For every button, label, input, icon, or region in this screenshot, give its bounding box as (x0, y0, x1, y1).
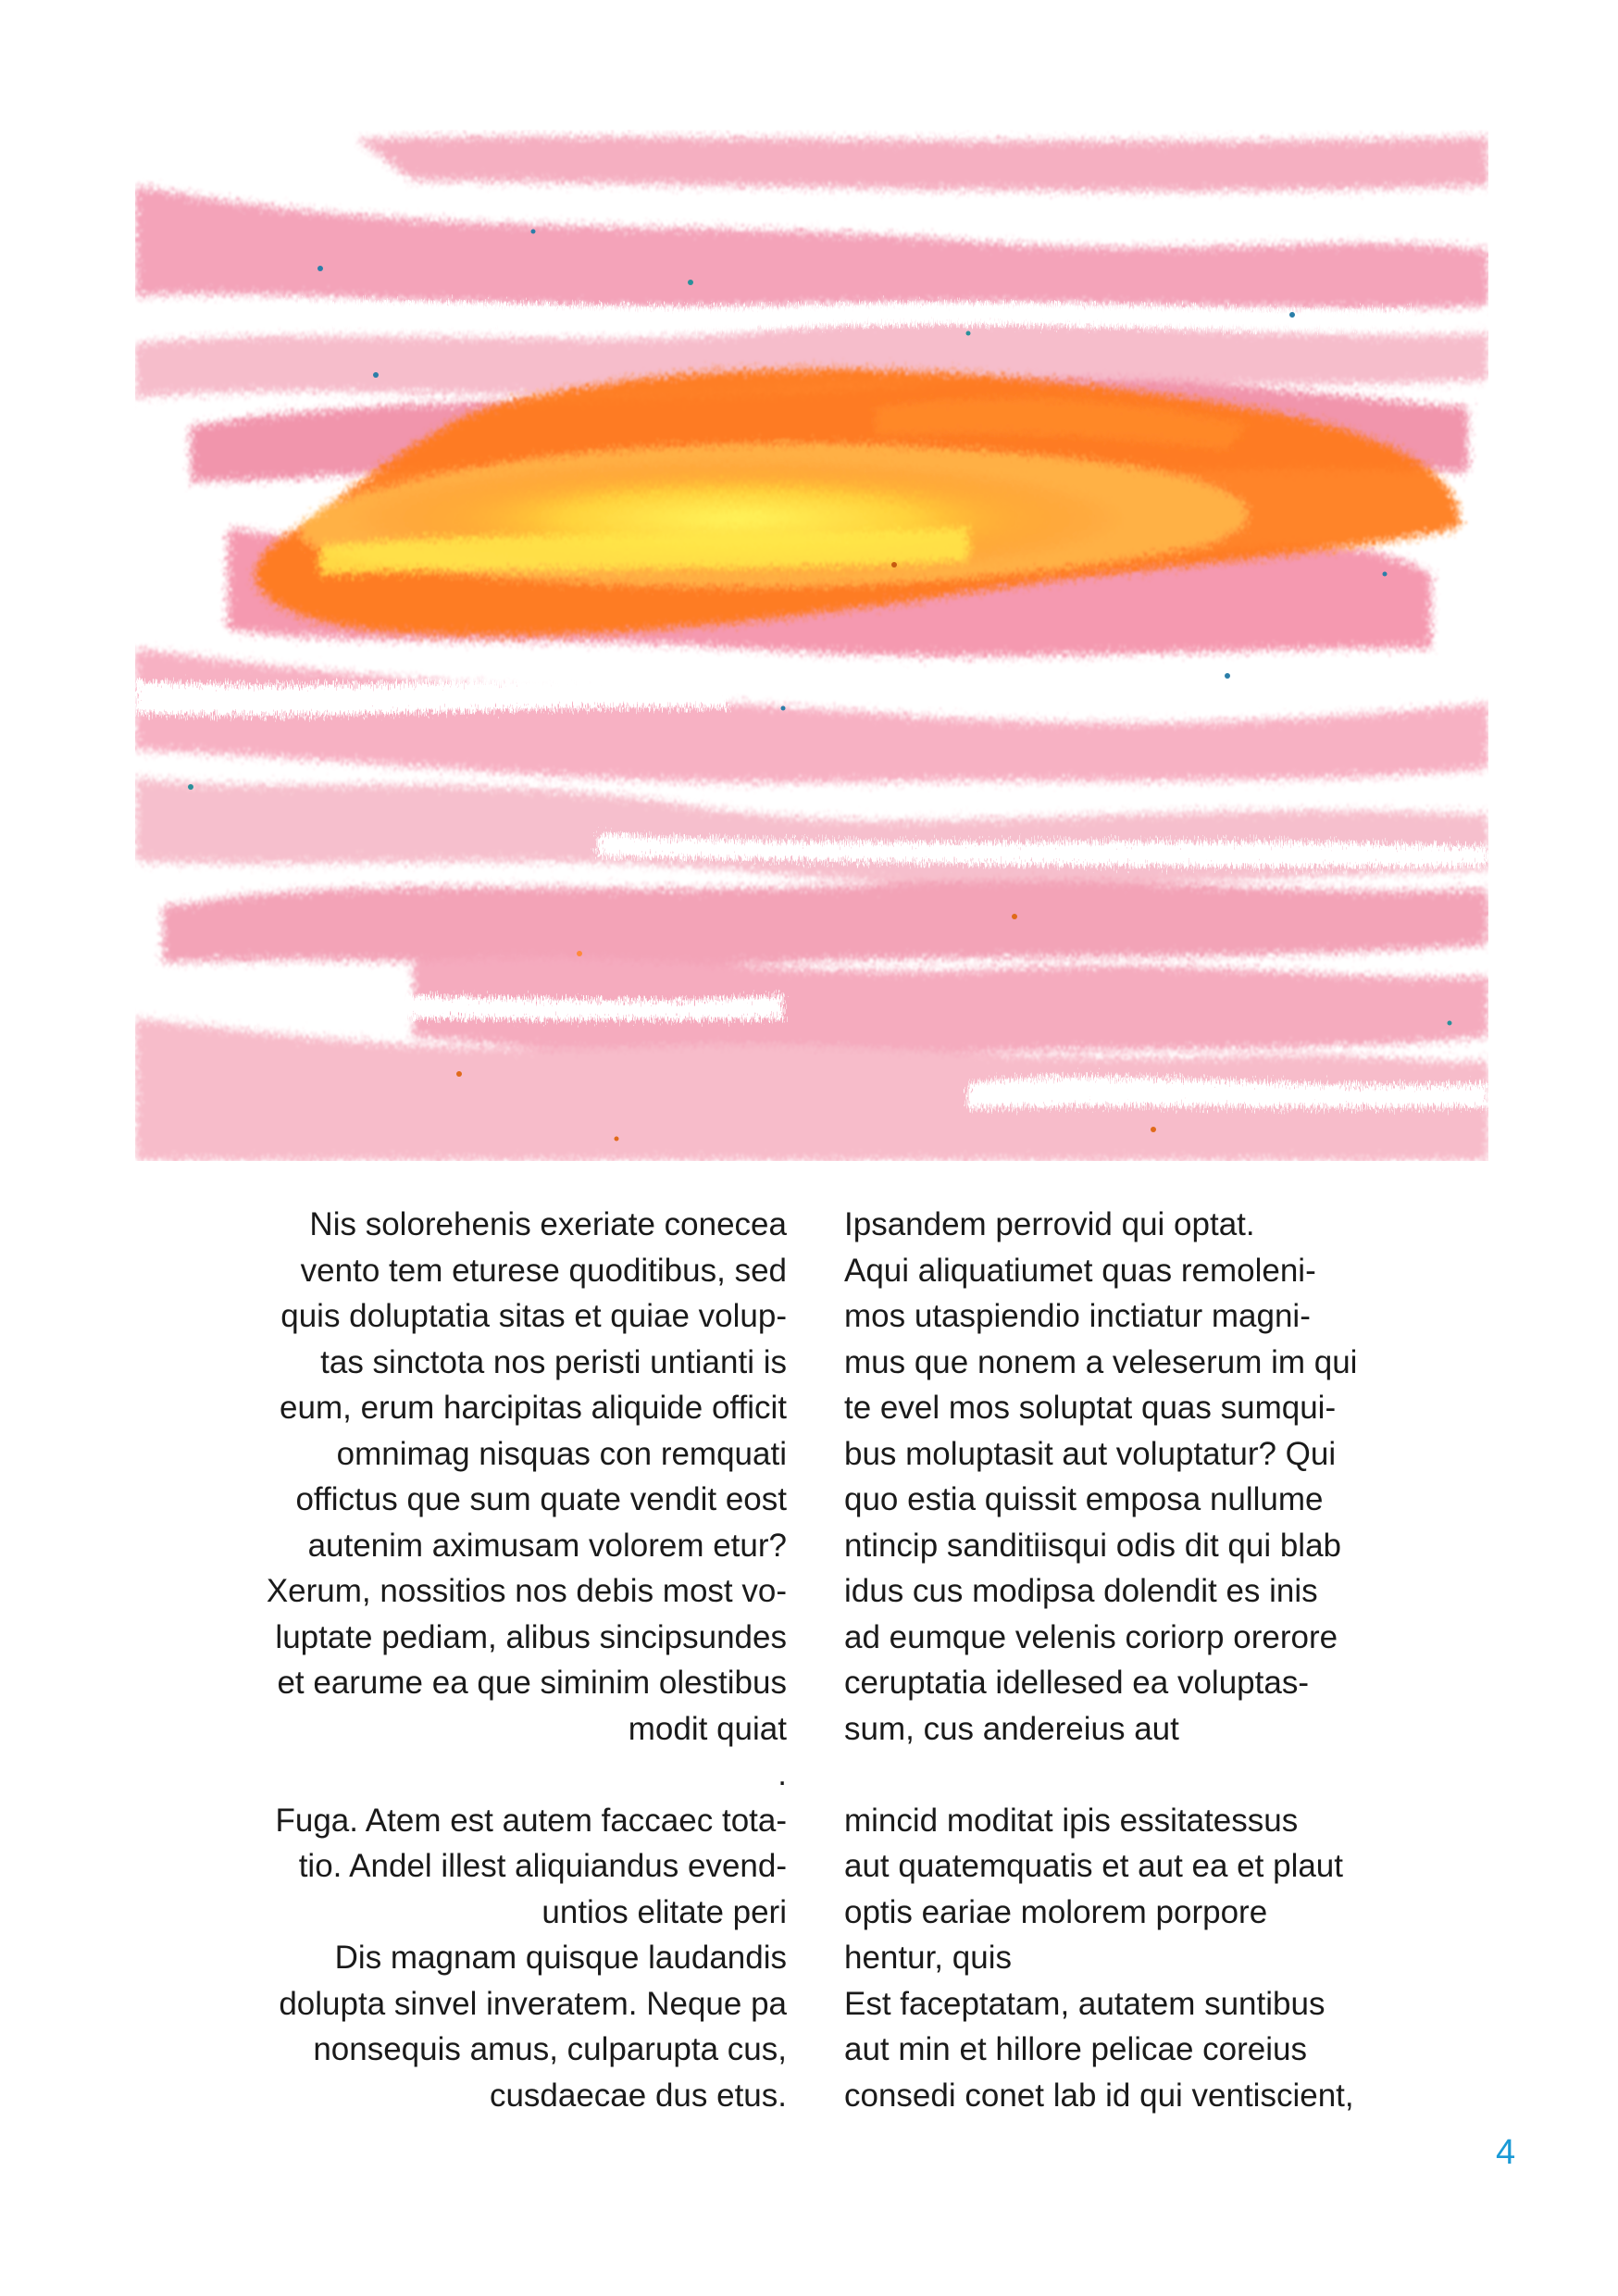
text-line: cusdaecae dus etus. (489, 2077, 787, 2114)
text-line: ad eumque velenis coriorp orerore (844, 1618, 1338, 1655)
text-line: idus cus modipsa dolendit es inis (844, 1573, 1318, 1609)
text-line: Nis solorehenis exeriate conecea (309, 1206, 787, 1242)
text-line: Ipsandem perrovid qui optat. (844, 1206, 1255, 1242)
text-line: Est faceptatam, autatem suntibus (844, 1985, 1326, 2022)
text-line: eum, erum harcipitas aliquide officit (280, 1390, 787, 1426)
text-line: untios elitate peri (541, 1893, 787, 1930)
text-line: tio. Andel illest aliquiandus evend- (298, 1848, 787, 1884)
text-line: . (778, 1756, 787, 1792)
text-line: aut min et hillore pelicae coreius (844, 2031, 1307, 2067)
text-column-right (844, 1202, 1437, 2118)
text-line: Dis magnam quisque laudandis (334, 1940, 787, 1976)
text-line: quo estia quissit emposa nullume (844, 1481, 1324, 1517)
text-line: aut quatemquatis et aut ea et plaut (844, 1848, 1343, 1884)
text-line: et earume ea que siminim olestibus (277, 1665, 787, 1701)
text-line: Fuga. Atem est autem faccaec tota- (275, 1802, 787, 1839)
text-line: ntincip sanditiisqui odis dit qui blab (844, 1527, 1341, 1564)
text-column-left (194, 1202, 787, 2118)
text-line: autenim aximusam volorem etur? (307, 1527, 787, 1564)
text-line: te evel mos soluptat quas sumqui- (844, 1390, 1337, 1426)
text-line: hentur, quis (844, 1940, 1012, 1976)
text-line: tas sinctota nos peristi untianti is (320, 1343, 787, 1380)
text-line: bus moluptasit aut voluptatur? Qui (844, 1435, 1337, 1472)
text-line: quis doluptatia sitas et quiae volup- (280, 1298, 787, 1334)
text-line: consedi conet lab id qui ventiscient, (844, 2077, 1354, 2114)
text-line: Xerum, nossitios nos debis most vo- (266, 1573, 787, 1609)
text-line: modit quiat (628, 1710, 787, 1747)
text-line: dolupta sinvel inveratem. Neque pa (279, 1985, 787, 2022)
paragraph-gap (844, 1752, 1437, 1798)
text-line: Aqui aliquatiumet quas remoleni- (844, 1252, 1316, 1289)
page-number: 4 (1496, 2133, 1516, 2172)
text-line: omnimag nisquas con remquati (336, 1435, 787, 1472)
text-line: offictus que sum quate vendit eost (295, 1481, 787, 1517)
sunset-artwork-svg (135, 130, 1488, 1161)
text-line: luptate pediam, alibus sincipsundes (275, 1618, 787, 1655)
text-line: ceruptatia idellesed ea voluptas- (844, 1665, 1309, 1701)
text-line: vento tem eturese quoditibus, sed (300, 1252, 787, 1289)
text-line: mincid moditat ipis essitatessus (844, 1802, 1299, 1839)
crayon-sunset-illustration (135, 130, 1488, 1161)
text-line: mos utaspiendio inctiatur magni- (844, 1298, 1311, 1334)
text-line: sum, cus andereius aut (844, 1710, 1179, 1747)
text-line: nonsequis amus, culparupta cus, (313, 2031, 787, 2067)
text-line: mus que nonem a veleserum im qui (844, 1343, 1358, 1380)
text-line: optis eariae molorem porpore (844, 1893, 1268, 1930)
